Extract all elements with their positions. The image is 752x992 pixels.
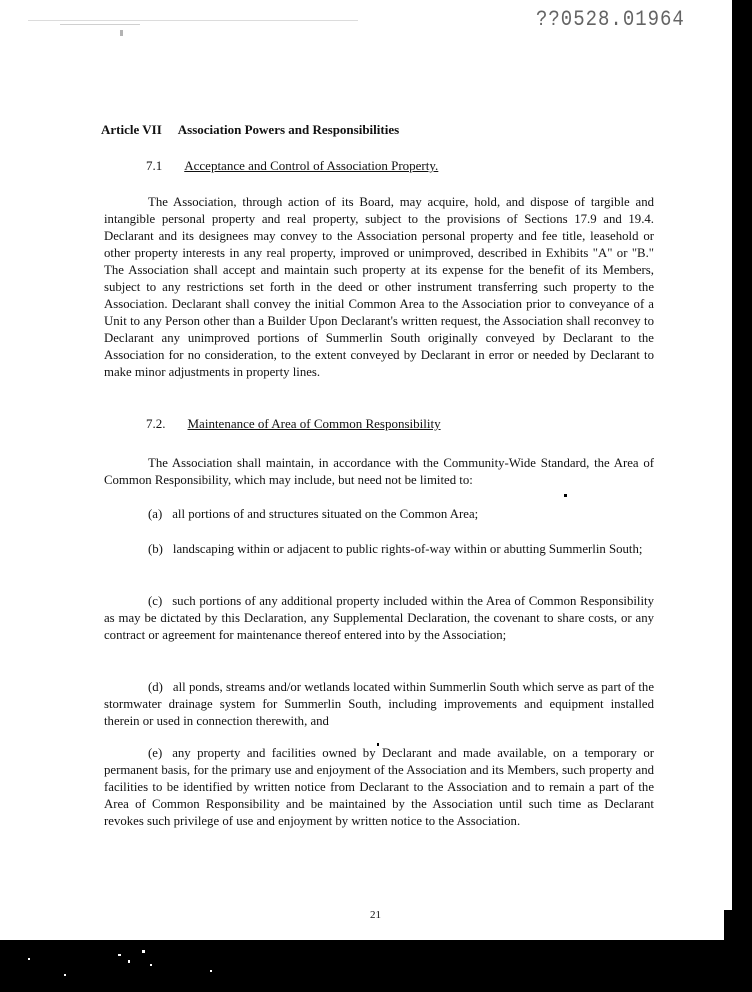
list-item-text: such portions of any additional property included within the Area of Common Responsibility as may be dictated by this Declaration, any Supplemental Declaration, the covenant to share costs, or any contract or agreement for maintenance thereof entered into by the Association;	[104, 594, 654, 642]
list-item	[104, 541, 654, 558]
document-stamp: ??0528.01964	[536, 6, 685, 32]
list-item-label: (c)	[148, 594, 163, 608]
list-item	[104, 679, 654, 730]
article-heading	[101, 122, 399, 138]
section-body: The Association, through action of its Board, may acquire, hold, and dispose of targible and intangible personal property and real property, subject to the provisions of Sections 17.9 and 19.4. Declarant and its designees may convey to the Association personal property and fee title, leasehold or other property interests in any real property, improved or unimproved, described in Exhibits "A" or "B." The Association shall accept and maintain such property at its expense for the benefit of its Members, subject to any restrictions set forth in the deed or other instrument transferring such property to the Association. Declarant shall convey the initial Common Area to the Association prior to conveyance of a Unit to any Person other than a Builder Upon Declarant's written request, the Association shall reconvey to Declarant any unimproved portions of Summerlin South originally conveyed by Declarant to the Association for no consideration, to the extent conveyed by Declarant in error or needed by Declarant to make minor adjustments in property lines.	[104, 195, 654, 379]
list-item	[104, 593, 654, 644]
article-label: Article VII	[101, 122, 162, 137]
list-item	[148, 507, 478, 522]
scan-edge-right	[732, 0, 752, 992]
list-item-text: landscaping within or adjacent to public rights-of-way within or abutting Summerlin South;	[172, 542, 643, 556]
list-item-text: all ponds, streams and/or wetlands located within Summerlin South which serve as part of the stormwater drainage system for Summerlin South, including improvements and equipment installed therein or used in connection therewith, and	[104, 680, 654, 728]
section-heading	[146, 416, 441, 432]
list-item	[104, 745, 654, 830]
section-intro: The Association shall maintain, in accordance with the Community-Wide Standard, the Area of Common Responsibility, which may include, but need not be limited to:	[104, 456, 654, 487]
scan-header-noise	[28, 4, 358, 21]
scan-edge-corner	[724, 910, 752, 940]
list-item-label: (e)	[148, 746, 163, 760]
list-item-text: all portions of and structures situated on the Common Area;	[172, 507, 479, 521]
scan-edge-bottom	[0, 940, 752, 992]
scan-header-noise-line	[60, 24, 140, 25]
list-item-label: (d)	[148, 680, 163, 694]
scan-speck	[564, 494, 567, 497]
section-heading	[146, 158, 438, 174]
section-number: 7.2.	[146, 416, 166, 431]
page-number: 21	[370, 909, 381, 921]
section-title: Maintenance of Area of Common Responsibility	[187, 416, 441, 431]
section-title: Acceptance and Control of Association Property.	[184, 158, 439, 173]
list-item-text: any property and facilities owned by Declarant and made available, on a temporary or permanent basis, for the primary use and enjoyment of the Association and its Members, such property and facilities to be identified by written notice from Declarant to the Association and to remain a part of the Area of Common Responsibility and be maintained by the Association until such time as Declarant revokes such privilege of use and enjoyment by written notice to the Association.	[104, 746, 654, 828]
list-item-label: (b)	[148, 542, 163, 556]
article-title: Association Powers and Responsibilities	[177, 122, 400, 137]
section-number: 7.1	[146, 158, 163, 173]
scan-header-noise-mark	[120, 30, 123, 36]
list-item-label: (a)	[148, 507, 163, 521]
